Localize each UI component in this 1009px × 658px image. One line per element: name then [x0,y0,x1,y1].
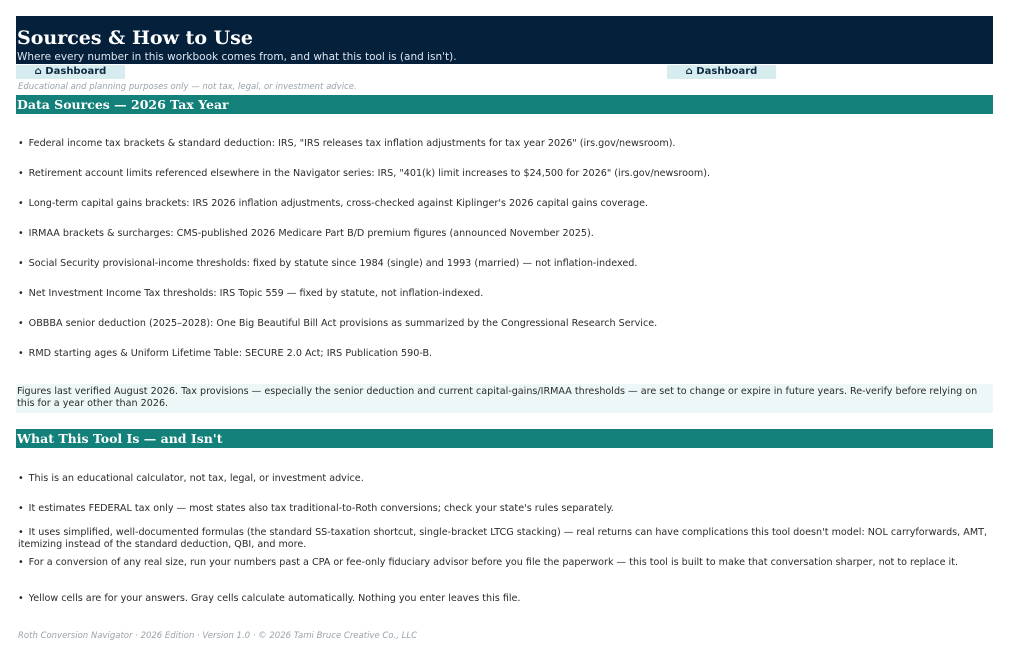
source-item-text: Retirement account limits referenced elsewhere in the Navigator series: IRS, "401(k) limit increases to $24,500 for 2026" (irs.gov/newsroom). [28,168,711,179]
bullet: • [18,348,24,359]
source-item-text: Federal income tax brackets & standard deduction: IRS, "IRS releases tax inflation adjustments for tax year 2026" (irs.gov/newsroom). [28,138,676,149]
source-item [18,138,990,150]
dashboard-button-left[interactable]: ⌂ Dashboard [16,65,125,79]
tool-item [18,557,990,569]
section-header-data-sources: Data Sources — 2026 Tax Year [16,95,993,114]
section-header-tool: What This Tool Is — and Isn't [16,429,993,448]
source-item-text: Net Investment Income Tax thresholds: IRS Topic 559 — fixed by statute, not inflation-indexed. [28,288,484,299]
tool-item-text: For a conversion of any real size, run your numbers past a CPA or fee-only fiduciary advisor before you file the paperwork — this tool is built to make that conversation sharper, not to replace it. [28,557,959,568]
bullet: • [18,527,24,538]
bullet: • [18,228,24,239]
disclaimer-text: Educational and planning purposes only — not tax, legal, or investment advice. [18,82,357,92]
source-item [18,228,990,240]
page-header [16,16,993,64]
source-item-text: RMD starting ages & Uniform Lifetime Table: SECURE 2.0 Act; IRS Publication 590-B. [28,348,433,359]
tool-item [18,473,990,485]
source-item-text: Social Security provisional-income thresholds: fixed by statute since 1984 (single) and 1993 (married) — not inflation-indexed. [28,258,638,269]
bullet: • [18,318,24,329]
source-item [18,288,990,300]
bullet: • [18,503,24,514]
source-item [18,198,990,210]
tool-item-text: This is an educational calculator, not tax, legal, or investment advice. [28,473,364,484]
source-item [18,348,990,360]
footer-credit: Roth Conversion Navigator · 2026 Edition · Version 1.0 · © 2026 Tami Bruce Creative Co., LLC [18,631,418,641]
tool-item-text: Yellow cells are for your answers. Gray cells calculate automatically. Nothing you enter leaves this file. [28,593,521,604]
source-item [18,318,990,330]
tool-item [18,593,990,605]
page-title: Sources & How to Use [17,27,253,49]
tool-item-text: It estimates FEDERAL tax only — most states also tax traditional-to-Roth conversions; check your state's rules separately. [28,503,614,514]
source-item-text: OBBBA senior deduction (2025–2028): One Big Beautiful Bill Act provisions as summarized by the Congressional Research Service. [28,318,658,329]
bullet: • [18,258,24,269]
verification-note: Figures last verified August 2026. Tax provisions — especially the senior deduction and current capital-gains/IRMAA thresholds — are set to change or expire in future years. Re-verify before relying on this for a year other than 2026. [16,384,993,413]
tool-item [18,503,990,515]
dashboard-button-right[interactable]: ⌂ Dashboard [667,65,776,79]
bullet: • [18,288,24,299]
bullet: • [18,593,24,604]
tool-item [18,527,990,551]
bullet: • [18,473,24,484]
bullet: • [18,138,24,149]
source-item [18,258,990,270]
bullet: • [18,557,24,568]
bullet: • [18,168,24,179]
bullet: • [18,198,24,209]
tool-item-text: It uses simplified, well-documented formulas (the standard SS-taxation shortcut, single-bracket LTCG stacking) — real returns can have complications this tool doesn't model: NOL carryforwards, AMT, itemizing instead of the standard deduction, QBI, and more. [18,527,988,550]
source-item-text: IRMAA brackets & surcharges: CMS-published 2026 Medicare Part B/D premium figures (announced November 2025). [28,228,594,239]
source-item [18,168,990,180]
source-item-text: Long-term capital gains brackets: IRS 2026 inflation adjustments, cross-checked against Kiplinger's 2026 capital gains coverage. [28,198,649,209]
page-subtitle: Where every number in this workbook comes from, and what this tool is (and isn't). [17,51,457,63]
